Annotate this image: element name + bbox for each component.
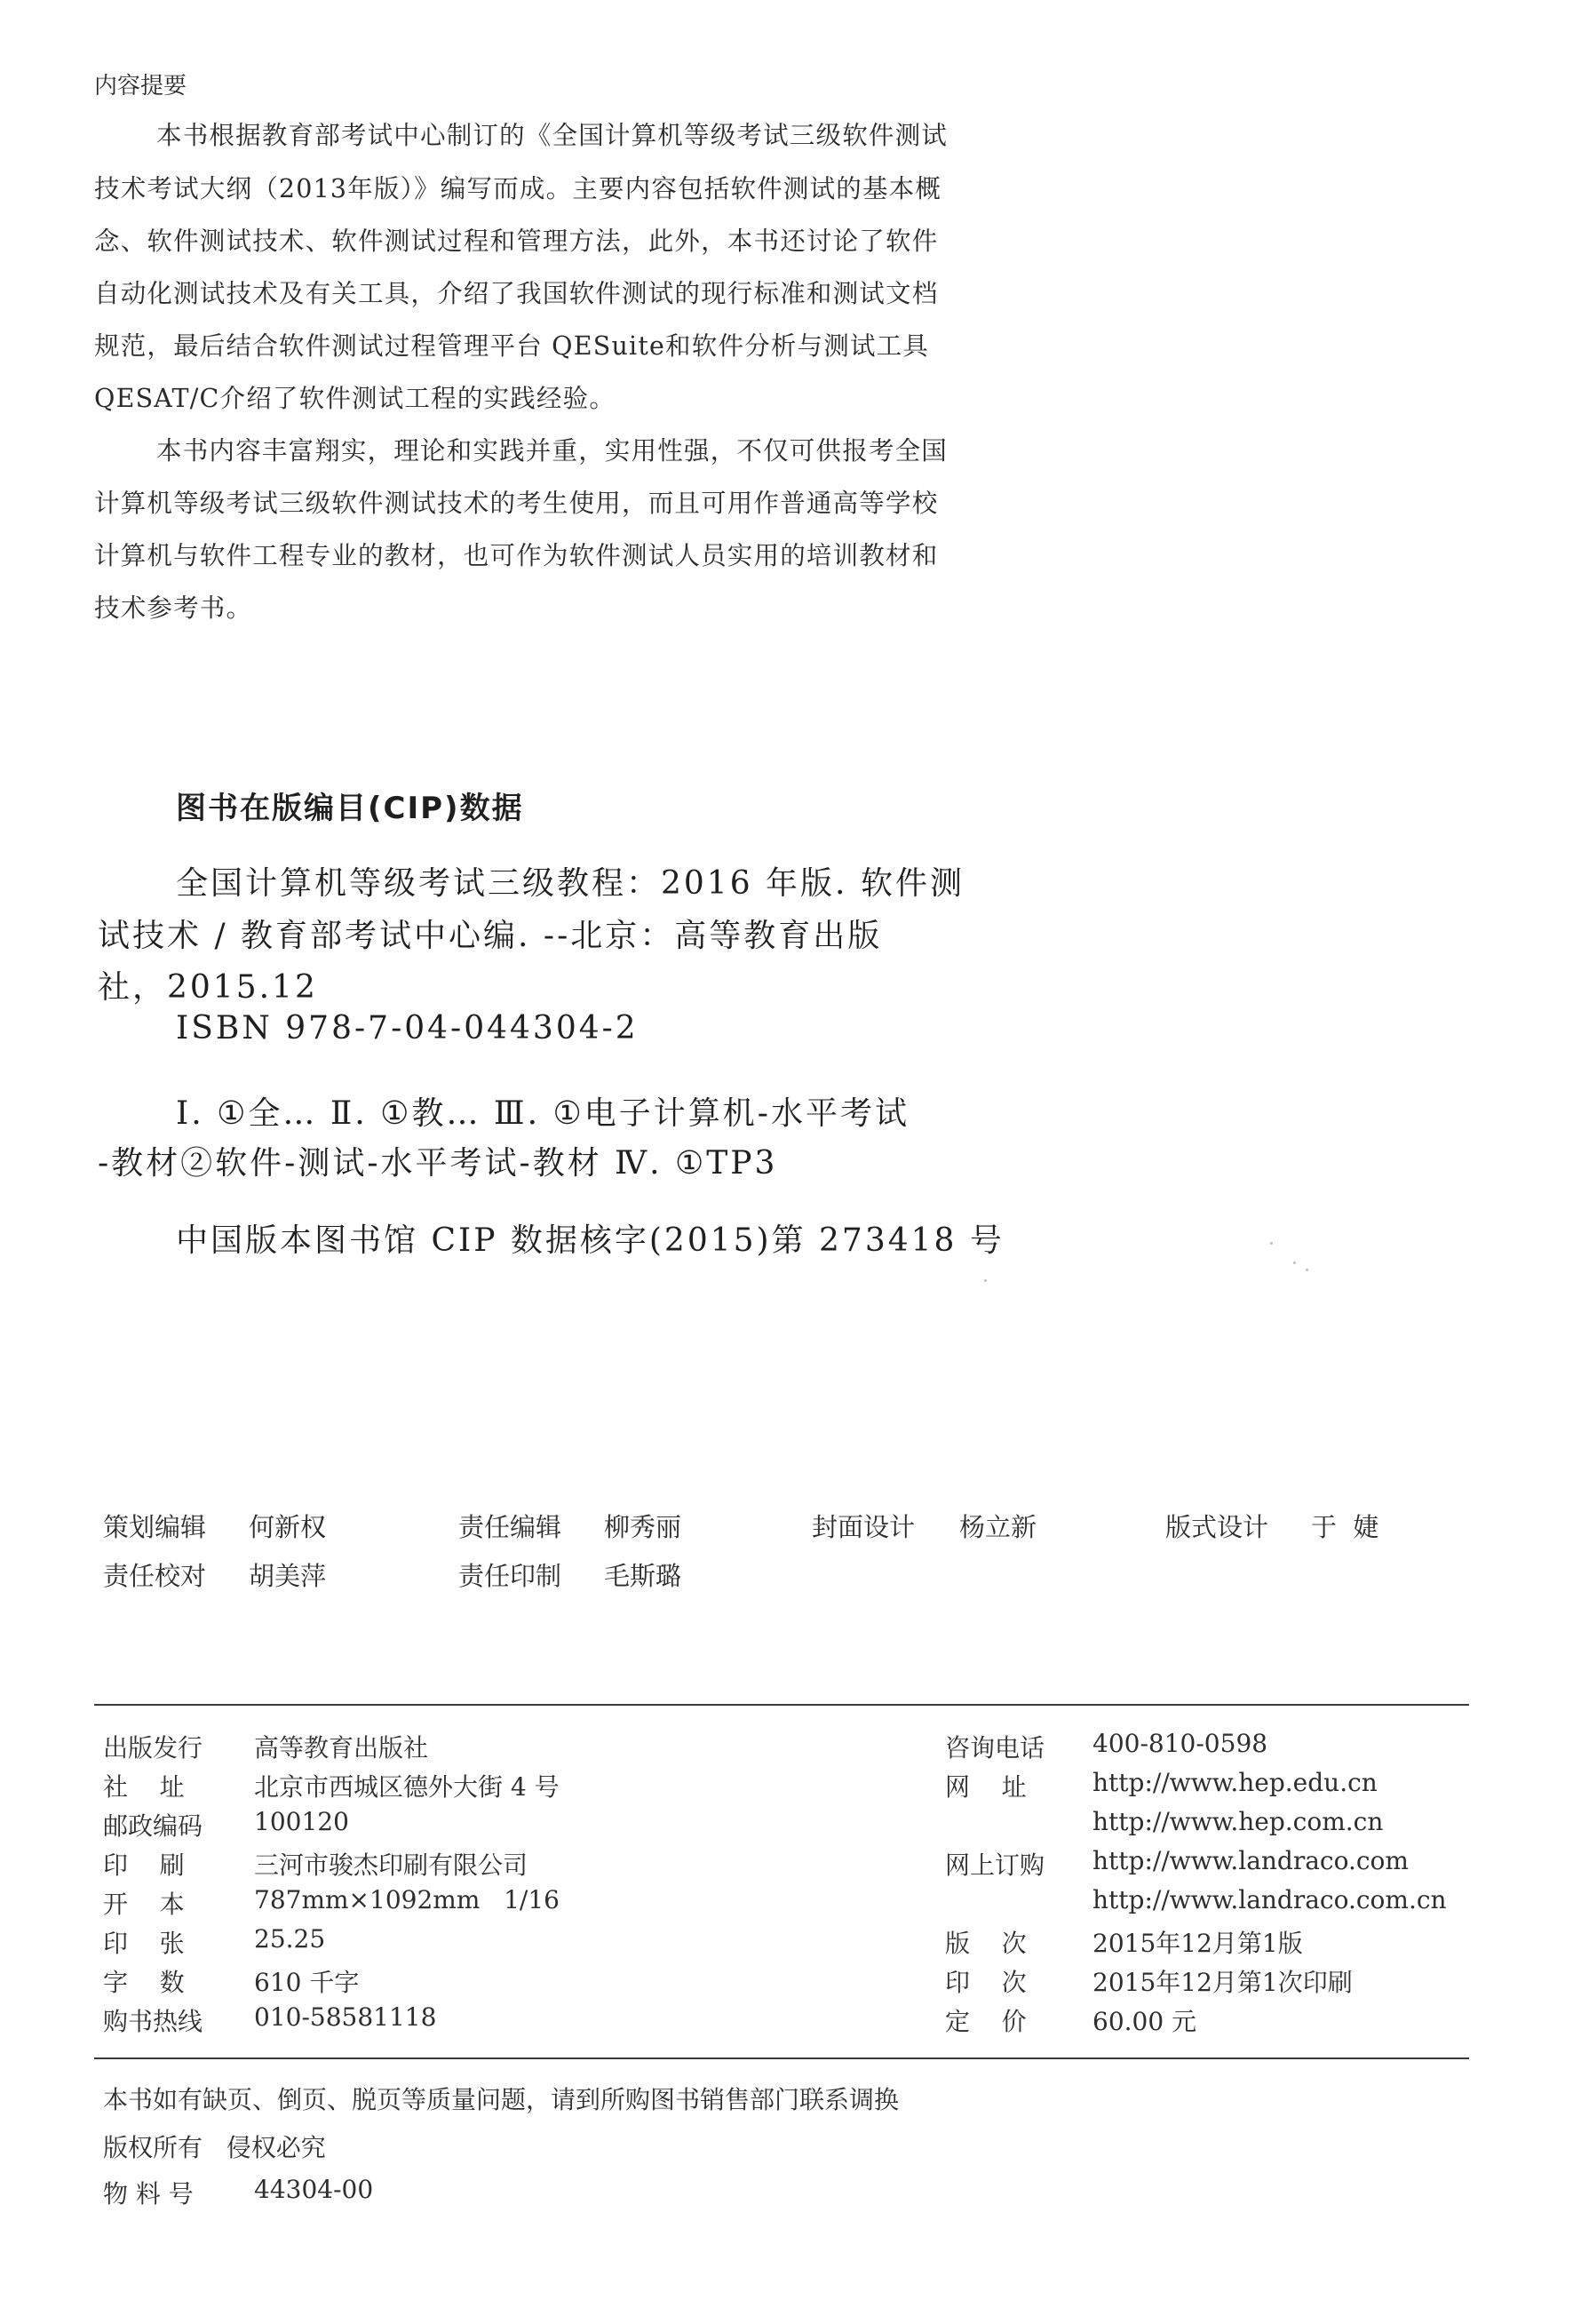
editor-role: 封面设计 xyxy=(812,1512,916,1542)
pub-label: 网 址 xyxy=(945,1772,1027,1802)
divider-top xyxy=(94,1704,1469,1706)
pub-label: 开 本 xyxy=(103,1890,185,1919)
cip-record-no: 中国版本图书馆 CIP 数据核字(2015)第 273418 号 xyxy=(176,1222,1005,1259)
scan-speck xyxy=(1270,1242,1273,1245)
pub-label: 社 址 xyxy=(103,1772,185,1802)
pub-label: 购书热线 xyxy=(103,2007,203,2036)
pub-value: 60.00 元 xyxy=(1092,2007,1197,2036)
editor-role: 责任编辑 xyxy=(458,1512,562,1542)
material-number: 44304-00 xyxy=(254,2175,374,2204)
summary-line: 规范，最后结合软件测试过程管理平台 QESuite和软件分析与测试工具 xyxy=(94,331,930,361)
cip-line: Ⅰ. ①全… Ⅱ. ①教… Ⅲ. ①电子计算机-水平考试 xyxy=(176,1095,910,1132)
pub-label: 网上订购 xyxy=(945,1850,1045,1880)
pub-value: 2015年12月第1版 xyxy=(1092,1929,1303,1958)
pub-label: 邮政编码 xyxy=(103,1811,203,1841)
editor-role: 策划编辑 xyxy=(103,1512,207,1542)
pub-value: 三河市骏杰印刷有限公司 xyxy=(254,1850,528,1880)
summary-line: 技术考试大纲（2013年版）》编写而成。主要内容包括软件测试的基本概 xyxy=(94,174,942,203)
pub-value: 25.25 xyxy=(254,1924,326,1954)
editor-role: 责任校对 xyxy=(103,1561,207,1591)
pub-value: 高等教育出版社 xyxy=(254,1733,429,1763)
summary-line: 念、软件测试技术、软件测试过程和管理方法，此外，本书还讨论了软件 xyxy=(94,227,939,256)
pub-value: http://www.hep.edu.cn xyxy=(1092,1768,1378,1797)
pub-value: 010-58581118 xyxy=(254,2002,437,2032)
pub-label: 印 张 xyxy=(103,1929,185,1958)
editor-role: 版式设计 xyxy=(1165,1512,1269,1542)
summary-line: 自动化测试技术及有关工具，介绍了我国软件测试的现行标准和测试文档 xyxy=(94,279,939,308)
cip-isbn: ISBN 978-7-04-044304-2 xyxy=(176,1010,639,1047)
editor-name: 何新权 xyxy=(249,1512,327,1542)
pub-label: 印 刷 xyxy=(103,1850,185,1880)
pub-value: 787mm×1092mm 1/16 xyxy=(254,1885,560,1914)
cip-line: 社，2015.12 xyxy=(98,969,318,1006)
pub-label: 出版发行 xyxy=(103,1733,203,1763)
summary-line: 计算机等级考试三级软件测试技术的考生使用，而且可用作普通高等学校 xyxy=(94,489,939,518)
pub-label: 印 次 xyxy=(945,1968,1027,1997)
material-label: 物 料 号 xyxy=(103,2179,194,2209)
pub-value: http://www.landraco.com xyxy=(1092,1846,1409,1875)
editor-name: 于 婕 xyxy=(1311,1512,1379,1542)
pub-label: 咨询电话 xyxy=(945,1733,1045,1763)
cip-line: 全国计算机等级考试三级教程：2016 年版. 软件测 xyxy=(176,865,965,902)
pub-value: 610 千字 xyxy=(254,1968,360,1997)
pub-label: 版 次 xyxy=(945,1929,1027,1958)
summary-line: 计算机与软件工程专业的教材，也可作为软件测试人员实用的培训教材和 xyxy=(94,541,939,570)
summary-title: 内容提要 xyxy=(94,73,187,99)
summary-line: 技术参考书。 xyxy=(94,593,253,623)
pub-label: 定 价 xyxy=(945,2007,1027,2036)
scan-speck xyxy=(984,1279,987,1282)
summary-line: 本书根据教育部考试中心制订的《全国计算机等级考试三级软件测试 xyxy=(156,121,949,150)
cip-line: -教材②软件-测试-水平考试-教材 Ⅳ. ①TP3 xyxy=(98,1145,778,1182)
pub-value: 100120 xyxy=(254,1807,349,1836)
scan-speck xyxy=(1293,1261,1296,1264)
summary-line: QESAT/C介绍了软件测试工程的实践经验。 xyxy=(94,384,616,413)
editor-name: 柳秀丽 xyxy=(604,1512,682,1542)
cip-line: 试技术 / 教育部考试中心编. --北京：高等教育出版 xyxy=(98,918,883,954)
editor-name: 杨立新 xyxy=(959,1512,1037,1542)
pub-value: http://www.hep.com.cn xyxy=(1092,1807,1384,1836)
scan-speck xyxy=(1306,1269,1308,1271)
editor-role: 责任印制 xyxy=(458,1561,562,1591)
pub-label: 字 数 xyxy=(103,1968,185,1997)
pub-value: 2015年12月第1次印刷 xyxy=(1092,1968,1353,1997)
pub-value: 北京市西城区德外大街 4 号 xyxy=(254,1772,560,1802)
editor-name: 毛斯璐 xyxy=(604,1561,682,1591)
copyright-notice: 版权所有 侵权必究 xyxy=(103,2133,326,2162)
pub-value: 400-810-0598 xyxy=(1092,1729,1268,1758)
editor-name: 胡美萍 xyxy=(249,1561,327,1591)
summary-line: 本书内容丰富翔实，理论和实践并重，实用性强，不仅可供报考全国 xyxy=(156,436,949,466)
quality-notice: 本书如有缺页、倒页、脱页等质量问题，请到所购图书销售部门联系调换 xyxy=(103,2085,900,2114)
pub-value: http://www.landraco.com.cn xyxy=(1092,1885,1447,1914)
divider-bottom xyxy=(94,2057,1469,2059)
cip-title: 图书在版编目(CIP)数据 xyxy=(176,791,524,826)
